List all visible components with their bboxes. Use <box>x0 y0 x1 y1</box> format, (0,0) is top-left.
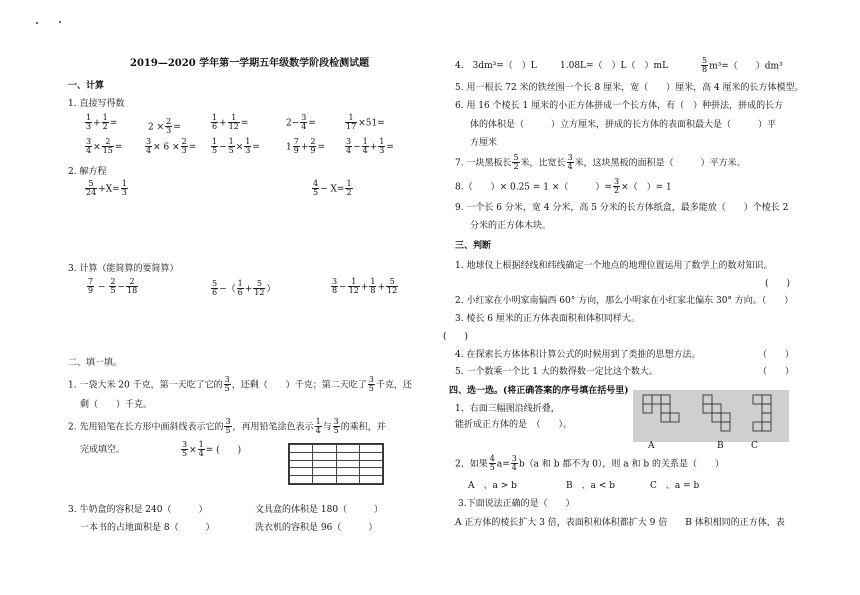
equation-1: $\frac{5}{24}$ +X= $\frac{1}{3}$ <box>86 179 127 198</box>
fill-q3-washer: 洗衣机的容积是 96（ ） <box>255 523 378 533</box>
fill-q1: 1. 一袋大米 20 千克，第一天吃了它的 $\frac{3}{5}$ ，还剩（ ）千克；第二天吃了 $\frac{3}{5}$ 千克，还 <box>68 375 412 394</box>
judge-5-paren: （ ） <box>758 367 795 377</box>
fill-q2-cont: 完成填空。 <box>80 445 126 455</box>
fill-q4b: 1.08L=（ ）L（ ）mL <box>560 61 669 71</box>
choice-1a: 1、右面三幅图沿线折叠， <box>455 404 560 414</box>
fill-q9a: 9. 一个长 6 分米，宽 4 分米，高 5 分米的长方体纸盒，最多能放（ ）个棱长 2 <box>455 203 789 213</box>
fill-q2: 2. 先用铅笔在长方形中画斜线表示它的 $\frac{3}{5}$ ，再用铅笔涂色表示 $\frac{1}{4}$ 与 $\frac{3}{5}$ 的乘积，并 <box>68 417 386 436</box>
fill-q3-pencil-box: 文具盒的体积是 180（ ） <box>255 505 384 515</box>
judge-3-paren: ( ) <box>443 332 469 342</box>
calc-item: $\frac{1}{5}$ − $\frac{1}{5}$ × $\frac{1}{3}$ = <box>212 137 260 156</box>
scan-dot <box>59 21 61 23</box>
judge-2: 2. 小红家在小明家南偏西 60° 方向，那么小明家在小红家北偏东 30° 方向。（ ） <box>455 296 794 306</box>
scan-dot <box>36 22 38 24</box>
fill-q6a: 6. 用 16 个棱长 1 厘米的小正方体拼成一个长方体，有（ ）种拼法，拼成的长方 <box>455 101 784 111</box>
calc-item: 1 $\frac{7}{9}$ + $\frac{2}{9}$ = <box>286 137 326 156</box>
q1-direct-write: 1. 直接写得数 <box>68 99 125 109</box>
simplify-2: $\frac{5}{6}$ −（ $\frac{1}{6}$ + $\frac{5}{12}$ ） <box>212 279 276 298</box>
net-label-a: A <box>648 441 655 451</box>
calc-item: $\frac{3}{4}$ × 6 × $\frac{2}{3}$ = <box>146 137 197 156</box>
judge-4: 4. 在探索长方体体积计算公式的时候用到了类推的思想方法。 <box>455 350 701 360</box>
q2-equations: 2. 解方程 <box>68 167 107 177</box>
calc-item: $\frac{1}{3}$ + $\frac{1}{2}$ = <box>86 113 118 132</box>
fill-q5: 5. 用一根长 72 米的铁丝围一个长 8 厘米，宽（ ）厘米，高 4 厘米的长方体模型。 <box>455 83 804 93</box>
choice-2-option-b: B 、a < b <box>566 481 616 491</box>
calc-item: $\frac{1}{17}$ ×51= <box>346 113 385 132</box>
choice-3-option-a: A 正方体的棱长扩大 3 倍，表面积和体积都扩大 9 倍 B 体积相同的正方体，表 <box>455 518 785 528</box>
fill-q6b: 体的体积是（ ）立方厘米，拼成的长方体的表面积最大是（ ）平 <box>470 120 777 130</box>
section-1-heading: 一、计算 <box>68 81 105 91</box>
simplify-3: $\frac{3}{8}$ − $\frac{1}{12}$ + $\frac{1}{8}$ + $\frac{5}{12}$ <box>332 277 398 296</box>
fill-q6c: 方厘米 <box>470 138 498 148</box>
judge-5: 5. 一个数乘一个比 1 大的数得数一定比这个数大。 <box>455 367 658 377</box>
choice-2: 2、如果 $\frac{4}{5}$ a= $\frac{3}{4}$ b（a 和 b 都不为 0），则 a 和 b 的关系是（ ） <box>455 454 724 473</box>
rectangle-grid[interactable] <box>288 443 384 485</box>
net-label-b: B <box>717 441 724 451</box>
fill-q3-milk: 3. 牛奶盒的容积是 240（ ） <box>68 505 208 515</box>
q3-simplify: 3. 计算（能简算的要简算） <box>68 264 179 274</box>
exam-title: 2019—2020 学年第一学期五年级数学阶段检测试题 <box>130 58 370 69</box>
cube-nets-drawing <box>633 390 789 442</box>
section-4-heading: 四、选一选。(将正确答案的序号填在括号里) <box>449 386 629 396</box>
judge-1: 1. 地球仪上根据经线和纬线确定一个地点的地理位置运用了数学上的数对知识。 <box>455 261 773 271</box>
fill-q2-equation: $\frac{3}{5}$ × $\frac{1}{4}$ = ( ) <box>182 440 242 459</box>
fill-q4c: $\frac{5}{8}$ m³=（ ）dm³ <box>702 56 783 75</box>
fill-q1-cont: 剩（ ）千克。 <box>80 400 153 410</box>
section-2-heading: 二、填一填。 <box>68 358 123 368</box>
simplify-1: $\frac{7}{9}$ − $\frac{2}{5}$ − $\frac{2}{18}$ <box>88 277 138 296</box>
cube-nets-photo <box>633 390 789 442</box>
net-label-c: C <box>751 441 758 451</box>
choice-2-option-a: A 、a > b <box>468 481 517 491</box>
judge-4-paren: （ ） <box>758 350 795 360</box>
choice-3: 3.下面说法正确的是（ ） <box>458 499 575 509</box>
fill-q3-book: 一本书的占地面积是 8（ ） <box>80 523 215 533</box>
equation-2: $\frac{4}{5}$ − X= $\frac{1}{2}$ <box>313 179 352 198</box>
judge-3: 3. 棱长 6 厘米的正方体表面积和体积同样大。 <box>455 314 640 324</box>
fill-q9b: 分米的正方体木块。 <box>470 221 552 231</box>
choice-2-option-c: C 、a = b <box>650 481 700 491</box>
calc-item: 2 × $\frac{2}{3}$ = <box>148 117 181 136</box>
choice-1b: 能折成正方体的是 （ ）。 <box>455 420 573 430</box>
fill-q4a: 4. 3dm³=（ ）L <box>455 61 537 71</box>
calc-item: 2− $\frac{3}{4}$ = <box>286 113 316 132</box>
calc-item: $\frac{3}{4}$ × $\frac{2}{15}$ = <box>86 137 123 156</box>
calc-item: $\frac{3}{4}$ − $\frac{1}{4}$ + $\frac{1}{3}$ = <box>346 137 394 156</box>
section-3-heading: 三、判断 <box>455 241 492 251</box>
judge-1-paren: ( ) <box>765 279 791 289</box>
calc-item: $\frac{1}{6}$ + $\frac{1}{12}$ = <box>212 113 249 132</box>
fill-q7: 7. 一块黑板长 $\frac{5}{2}$ 米，比宽长 $\frac{3}{4}$ 米，这块黑板的面积是（ ）平方米。 <box>455 153 746 172</box>
fill-q8: 8.（ ）× 0.25 = 1 ×（ ）= $\frac{3}{2}$ ×（ ）= 1 <box>455 177 672 196</box>
